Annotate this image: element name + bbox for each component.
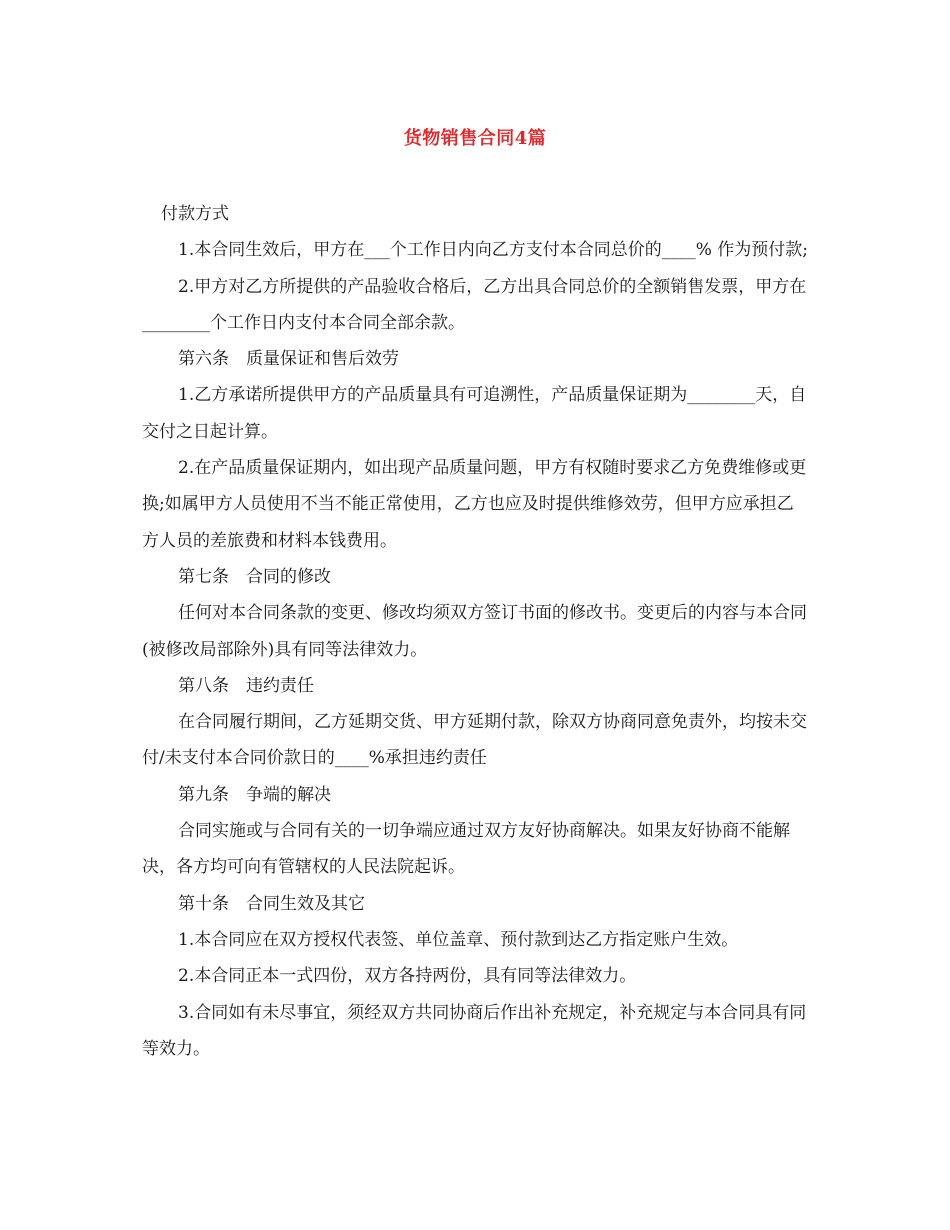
paragraph-dispute: 合同实施或与合同有关的一切争端应通过双方友好协商解决。如果友好协商不能解决，各方均可向有管辖权的人民法院起诉。 bbox=[142, 821, 790, 878]
paragraph-amendment: 任何对本合同条款的变更、修改均须双方签订书面的修改书。变更后的内容与本合同(被修改局部除外)具有同等法律效力。 bbox=[142, 603, 807, 660]
paragraph-final-payment: 2.甲方对乙方所提供的产品验收合格后，乙方出具合同总价的全额销售发票，甲方在________个工作日内支付本合同全部余款。 bbox=[142, 276, 807, 333]
paragraph-liability: 在合同履行期间，乙方延期交货、甲方延期付款，除双方协商同意免责外，均按未交付/未支付本合同价款日的____%承担违约责任 bbox=[142, 712, 807, 769]
paragraph-copies: 2.本合同正本一式四份，双方各持两份，具有同等法律效力。 bbox=[178, 966, 637, 987]
paragraph-prepayment: 1.本合同生效后，甲方在___个工作日内向乙方支付本合同总价的____% 作为预付款; bbox=[178, 240, 809, 261]
document-title: 货物销售合同4篇 bbox=[403, 128, 547, 149]
heading-article-7: 第七条 合同的修改 bbox=[178, 566, 331, 587]
paragraph-supplement: 3.合同如有未尽事宜，须经双方共同协商后作出补充规定，补充规定与本合同具有同等效力。 bbox=[142, 1002, 807, 1059]
paragraph-effective: 1.本合同应在双方授权代表签、单位盖章、预付款到达乙方指定账户生效。 bbox=[178, 929, 739, 950]
document-body bbox=[142, 196, 808, 1067]
heading-article-6: 第六条 质量保证和售后效劳 bbox=[178, 349, 399, 370]
heading-article-8: 第八条 违约责任 bbox=[178, 675, 314, 696]
paragraph-payment-method: 付款方式 bbox=[161, 204, 229, 224]
heading-article-9: 第九条 争端的解决 bbox=[178, 784, 331, 805]
heading-article-10: 第十条 合同生效及其它 bbox=[178, 893, 365, 914]
paragraph-warranty-period: 1.乙方承诺所提供甲方的产品质量具有可追溯性，产品质量保证期为________天，自交付之日起计算。 bbox=[142, 385, 807, 442]
paragraph-warranty-repair: 2.在产品质量保证期内，如出现产品质量问题，甲方有权随时要求乙方免费维修或更换;如属甲方人员使用不当不能正常使用，乙方也应及时提供维修效劳，但甲方应承担乙方人员的差旅费和材料本钱费用。 bbox=[142, 458, 807, 551]
